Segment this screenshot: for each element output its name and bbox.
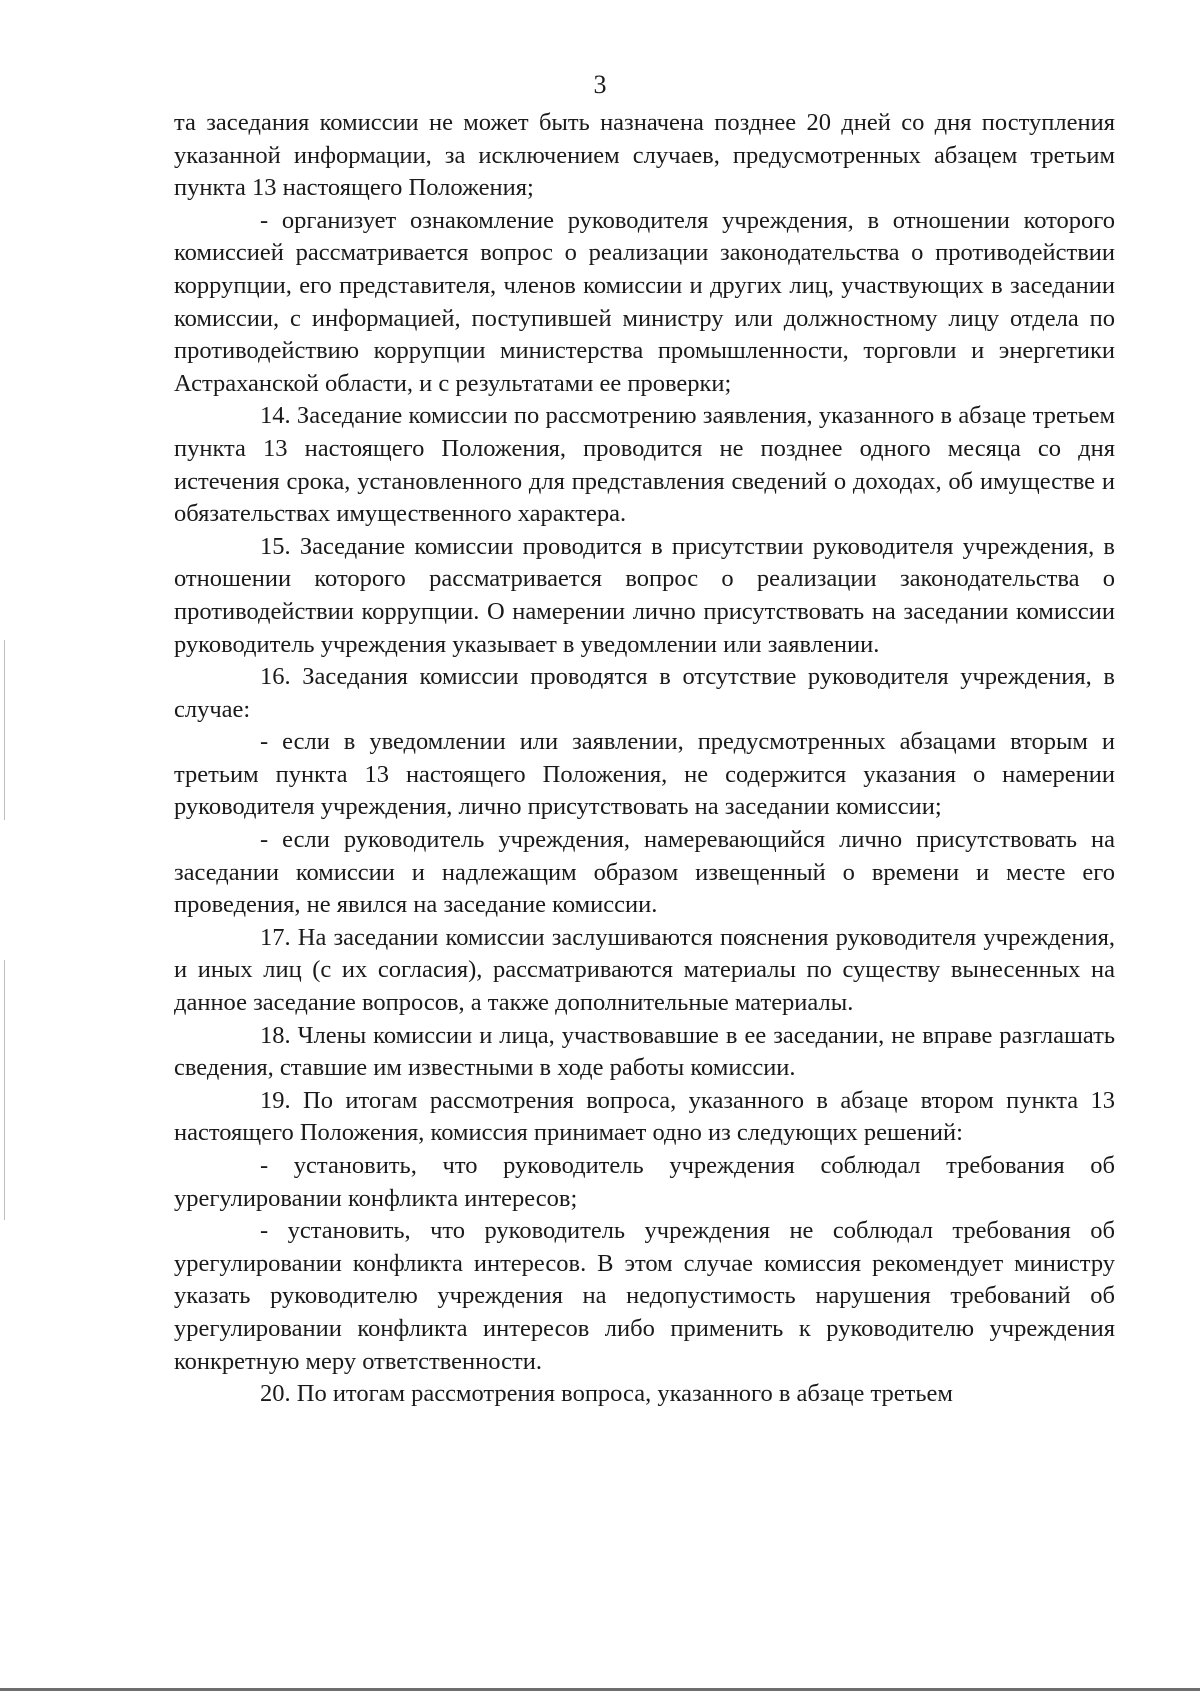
paragraph-list-item: - установить, что руководитель учреждения соблюдал требования об урегулировании конфликта интересов; <box>174 1152 1115 1212</box>
paragraph-continuation: та заседания комиссии не может быть назначена позднее 20 дней со дня поступления указанной информации, за исключением случаев, предусмотренных абзацем третьим пункта 13 настоящего Положения; <box>174 109 1115 202</box>
document-body <box>174 107 1115 1411</box>
scan-artifact <box>4 640 5 820</box>
paragraph-list-item: - организует ознакомление руководителя учреждения, в отношении которого комиссией рассматривается вопрос о реализации законодательства о противодействии коррупции, его представителя, членов комиссии и других лиц, участвующих в заседании комиссии, с информацией, поступившей министру или должностному лицу отдела по противодействию коррупции министерства промышленности, торговли и энергетики Астраханской области, и с результатами ее проверки; <box>174 206 1115 397</box>
paragraph-clause-15: 15. Заседание комиссии проводится в присутствии руководителя учреждения, в отношении которого рассматривается вопрос о реализации законодательства о противодействии коррупции. О намерении лично присутствовать на заседании комиссии руководитель учреждения указывает в уведомлении или заявлении. <box>174 532 1115 658</box>
paragraph-clause-16: 16. Заседания комиссии проводятся в отсутствие руководителя учреждения, в случае: <box>174 663 1115 723</box>
paragraph-clause-18: 18. Члены комиссии и лица, участвовавшие в ее заседании, не вправе разглашать сведения, ставшие им известными в ходе работы комиссии. <box>174 1021 1115 1082</box>
paragraph-clause-20: 20. По итогам рассмотрения вопроса, указанного в абзаце третьем <box>260 1380 953 1408</box>
paragraph-clause-14: 14. Заседание комиссии по рассмотрению заявления, указанного в абзаце третьем пункта 13 настоящего Положения, проводится не позднее одного месяца со дня истечения срока, установленного для представления сведений о доходах, об имуществе и обязательствах имущественного характера. <box>174 402 1115 528</box>
paragraph-clause-19: 19. По итогам рассмотрения вопроса, указанного в абзаце втором пункта 13 настоящего Положения, комиссия принимает одно из следующих решений: <box>174 1086 1115 1147</box>
paragraph-clause-17: 17. На заседании комиссии заслушиваются пояснения руководителя учреждения, и иных лиц (с их согласия), рассматриваются материалы по существу вынесенных на данное заседание вопросов, а также дополнительные материалы. <box>174 923 1115 1017</box>
paragraph-list-item: - если в уведомлении или заявлении, предусмотренных абзацами вторым и третьим пункта 13 настоящего Положения, не содержится указания о намерении руководителя учреждения, лично присутствовать на заседании комиссии; <box>174 728 1115 821</box>
paragraph-list-item: - установить, что руководитель учреждения не соблюдал требования об урегулировании конфликта интересов. В этом случае комиссия рекомендует министру указать руководителю учреждения на недопустимость нарушения требований об урегулировании конфликта интересов либо применить к руководителю учреждения конкретную меру ответственности. <box>174 1217 1115 1375</box>
page-number: 3 <box>593 70 607 99</box>
scan-artifact <box>4 960 5 1220</box>
paragraph-list-item: - если руководитель учреждения, намеревающийся лично присутствовать на заседании комиссии и надлежащим образом извещенный о времени и месте его проведения, не явился на заседание комиссии. <box>174 826 1115 919</box>
page-bottom-edge <box>0 1688 1200 1691</box>
